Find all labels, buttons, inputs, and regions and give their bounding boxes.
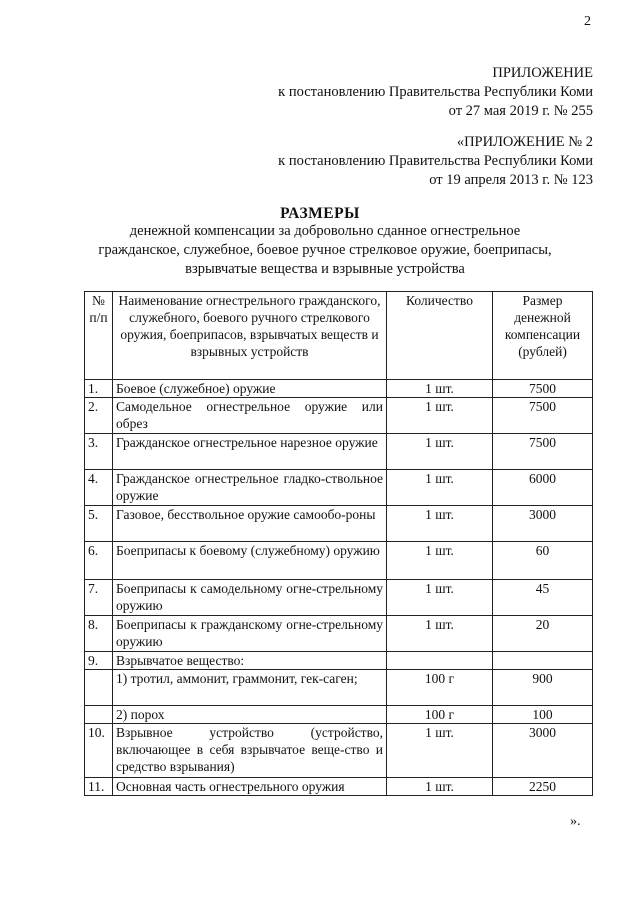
row-qty: 100 г [387, 670, 493, 706]
row-qty [387, 652, 493, 670]
row-num: 2. [85, 398, 113, 434]
row-name: Боеприпасы к самодельному огне-стрельному оружию [113, 580, 387, 616]
row-num: 8. [85, 616, 113, 652]
row-num [85, 706, 113, 724]
row-amount: 900 [493, 670, 593, 706]
row-qty: 1 шт. [387, 580, 493, 616]
row-amount [493, 652, 593, 670]
row-amount: 60 [493, 542, 593, 580]
row-amount: 7500 [493, 398, 593, 434]
header-name: Наименование огнестрельного гражданского, служебного, боевого ручного стрелкового оружия, боеприпасов, взрывчатых веществ и взрывных устройств [113, 292, 387, 380]
row-amount: 7500 [493, 380, 593, 398]
row-num: 5. [85, 506, 113, 542]
annex-current-block [278, 64, 593, 121]
row-name: Боеприпасы к боевому (служебному) оружию [113, 542, 387, 580]
row-amount: 2250 [493, 778, 593, 796]
table-row [85, 616, 593, 652]
row-num: 9. [85, 652, 113, 670]
row-qty: 1 шт. [387, 434, 493, 470]
subtitle-line1: денежной компенсации за добровольно сданное огнестрельное [129, 223, 521, 239]
row-amount: 3000 [493, 506, 593, 542]
row-amount: 45 [493, 580, 593, 616]
row-name: Боеприпасы к гражданскому огне-стрельному оружию [113, 616, 387, 652]
row-qty: 1 шт. [387, 380, 493, 398]
annex-current-title: ПРИЛОЖЕНИЕ [492, 65, 593, 81]
row-qty: 1 шт. [387, 470, 493, 506]
table-row [85, 380, 593, 398]
annex-original-block [278, 133, 593, 190]
row-amount: 100 [493, 706, 593, 724]
header-num: № п/п [85, 292, 113, 380]
document-title: РАЗМЕРЫ [280, 205, 360, 222]
row-num: 6. [85, 542, 113, 580]
row-name: Взрывное устройство (устройство, включающее в себя взрывчатое веще-ство и средство взрывания) [113, 724, 387, 778]
row-qty: 1 шт. [387, 398, 493, 434]
subtitle-line2: гражданское, служебное, боевое ручное стрелковое оружие, боеприпасы, [98, 242, 552, 258]
row-amount: 3000 [493, 724, 593, 778]
row-num: 3. [85, 434, 113, 470]
row-name: 2) порох [113, 706, 387, 724]
row-amount: 20 [493, 616, 593, 652]
table-row [85, 652, 593, 670]
row-name: Газовое, бесствольное оружие самообо-роны [113, 506, 387, 542]
subtitle-line3: взрывчатые вещества и взрывные устройства [185, 261, 465, 277]
row-qty: 1 шт. [387, 724, 493, 778]
document-subtitle [95, 222, 555, 279]
table-row [85, 778, 593, 796]
row-qty: 1 шт. [387, 542, 493, 580]
compensation-table [84, 291, 593, 796]
table-row [85, 724, 593, 778]
row-num: 4. [85, 470, 113, 506]
row-qty: 1 шт. [387, 506, 493, 542]
row-num: 11. [85, 778, 113, 796]
row-amount: 7500 [493, 434, 593, 470]
row-qty: 1 шт. [387, 778, 493, 796]
row-name: Взрывчатое вещество: [113, 652, 387, 670]
table-row [85, 580, 593, 616]
table-row [85, 542, 593, 580]
row-qty: 100 г [387, 706, 493, 724]
header-amount: Размер денежной компенсации (рублей) [493, 292, 593, 380]
page-number: 2 [584, 14, 591, 29]
row-name: 1) тротил, аммонит, граммонит, гек-саген; [113, 670, 387, 706]
row-num: 7. [85, 580, 113, 616]
row-qty: 1 шт. [387, 616, 493, 652]
table-row [85, 670, 593, 706]
row-name: Гражданское огнестрельное нарезное оружие [113, 434, 387, 470]
table-row [85, 398, 593, 434]
row-name: Основная часть огнестрельного оружия [113, 778, 387, 796]
row-name: Самодельное огнестрельное оружие или обрез [113, 398, 387, 434]
annex-original-line1: к постановлению Правительства Республики Коми [278, 153, 593, 169]
row-num [85, 670, 113, 706]
row-num: 10. [85, 724, 113, 778]
annex-current-line2: от 27 мая 2019 г. № 255 [448, 103, 593, 119]
closing-quote-mark: ». [570, 814, 581, 829]
row-name: Гражданское огнестрельное гладко-ствольное оружие [113, 470, 387, 506]
header-qty: Количество [387, 292, 493, 380]
row-amount: 6000 [493, 470, 593, 506]
row-num: 1. [85, 380, 113, 398]
table-row [85, 506, 593, 542]
table-header-row [85, 292, 593, 380]
row-name: Боевое (служебное) оружие [113, 380, 387, 398]
table-row [85, 706, 593, 724]
table-row [85, 434, 593, 470]
annex-current-line1: к постановлению Правительства Республики Коми [278, 84, 593, 100]
annex-original-line2: от 19 апреля 2013 г. № 123 [429, 172, 593, 188]
annex-original-title: «ПРИЛОЖЕНИЕ № 2 [456, 134, 593, 150]
table-row [85, 470, 593, 506]
